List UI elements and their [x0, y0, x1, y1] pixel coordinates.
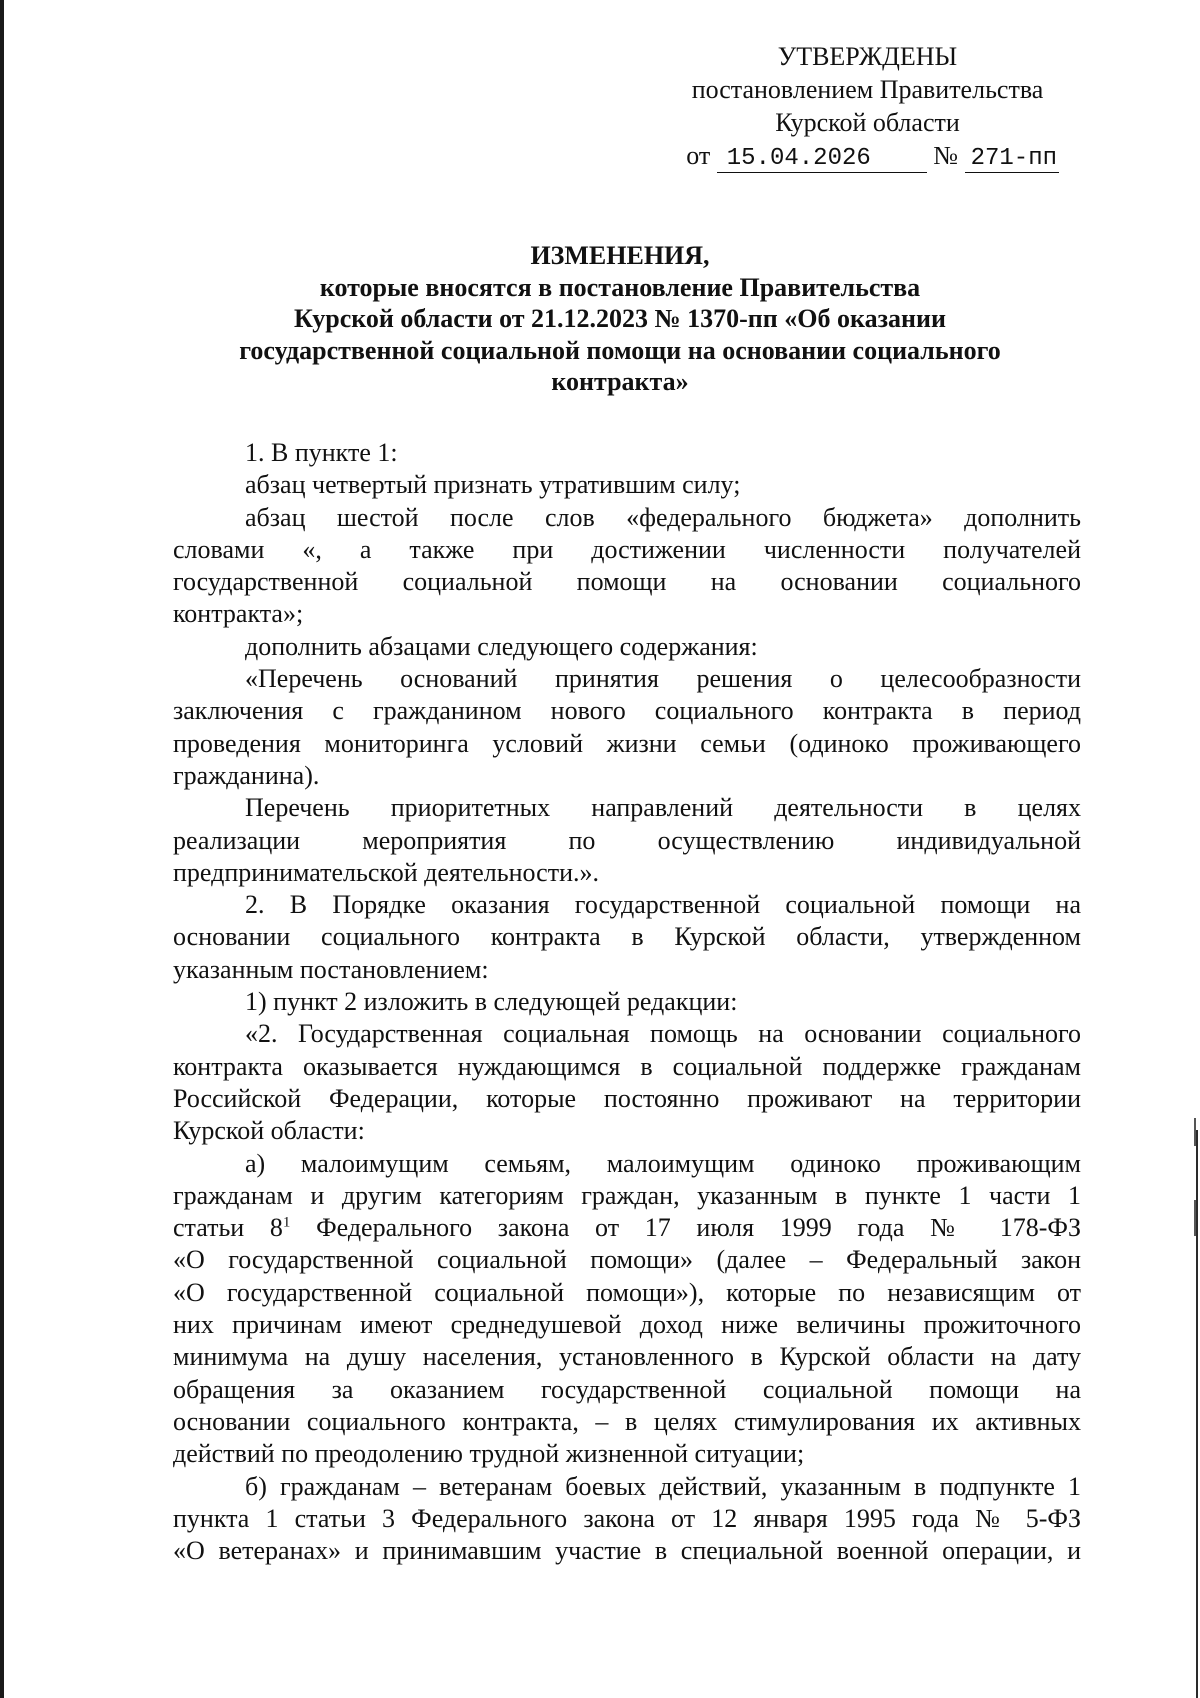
- date-prefix: от: [686, 141, 711, 170]
- body-line: «О ветеранах» и принимавшим участие в специальной военной операции, и: [173, 1536, 1081, 1566]
- body-line: Курской области:: [173, 1116, 365, 1146]
- body-line: проведения мониторинга условий жизни семьи (одиноко проживающего: [173, 728, 1081, 758]
- approval-heading: УТВЕРЖДЕНЫ: [777, 42, 958, 71]
- approval-number: 271-пп: [965, 146, 1059, 173]
- scan-edge-mark: [1194, 1118, 1196, 1146]
- body-line: словами «, а также при достижении численности получателей: [173, 534, 1081, 564]
- body-line: минимума на душу населения, установленного в Курской области на дату: [173, 1342, 1081, 1372]
- body-line: предпринимательской деятельности.».: [173, 857, 599, 887]
- title-line: контракта»: [551, 367, 689, 396]
- body-line: указанным постановлением:: [173, 954, 489, 984]
- scan-left-edge: [0, 0, 4, 1698]
- body-line: основании социального контракта, – в целях стимулирования их активных: [173, 1406, 1081, 1436]
- body-line: них причинам имеют среднедушевой доход ниже величины прожиточного: [173, 1310, 1081, 1340]
- body-line: обращения за оказанием государственной социальной помощи на: [173, 1374, 1081, 1404]
- approval-line: постановлением Правительства: [691, 75, 1044, 104]
- title-heading: ИЗМЕНЕНИЯ,: [530, 241, 710, 270]
- body-line: пункта 1 статьи 3 Федерального закона от 12 января 1995 года № 5-ФЗ: [173, 1503, 1081, 1533]
- body-line: «2. Государственная социальная помощь на основании социального: [245, 1019, 1081, 1049]
- body-line: «О государственной социальной помощи» (далее – Федеральный закон: [173, 1245, 1081, 1275]
- scan-edge-mark: [1194, 1200, 1196, 1236]
- body-line: государственной социальной помощи на основании социального: [173, 567, 1081, 597]
- body-line: основании социального контракта в Курской области, утвержденном: [173, 922, 1081, 952]
- body-line: гражданам и другим категориям граждан, указанным в пункте 1 части 1: [173, 1180, 1081, 1210]
- body-line: 2. В Порядке оказания государственной социальной помощи на: [245, 890, 1081, 920]
- body-line: «О государственной социальной помощи»), которые по независящим от: [173, 1277, 1081, 1307]
- body-text: Федерального закона от 17 июля 1999 года № 178-ФЗ: [290, 1213, 1081, 1243]
- number-prefix: №: [933, 141, 959, 170]
- body-line: а) малоимущим семьям, малоимущим одиноко проживающим: [245, 1148, 1081, 1178]
- title-line: Курской области от 21.12.2023 № 1370-пп «Об оказании: [294, 304, 946, 333]
- body-line: контракта»;: [173, 599, 304, 629]
- body-line: абзац четвертый признать утратившим силу;: [245, 470, 741, 500]
- body-line: «Перечень оснований принятия решения о целесообразности: [245, 664, 1081, 694]
- approval-date-line: [670, 139, 1065, 173]
- body-text: статьи 8: [173, 1213, 283, 1243]
- document-body: [173, 437, 1081, 1567]
- document-title: [190, 240, 1050, 398]
- body-line: 1. В пункте 1:: [245, 438, 398, 467]
- body-line: б) гражданам – ветеранам боевых действий, указанным в подпункте 1: [245, 1471, 1081, 1501]
- body-line: гражданина).: [173, 760, 320, 790]
- body-line: абзац шестой после слов «федерального бюджета» дополнить: [245, 502, 1081, 532]
- body-line: контракта оказывается нуждающимся в социальной поддержке гражданам: [173, 1051, 1081, 1081]
- body-line: действий по преодолению трудной жизненной ситуации;: [173, 1439, 805, 1469]
- superscript: 1: [282, 1214, 291, 1231]
- title-line: государственной социальной помощи на основании социального: [239, 335, 1001, 365]
- title-line: которые вносятся в постановление Правительства: [319, 272, 921, 302]
- approval-date: 15.04.2026: [717, 146, 927, 173]
- approval-stamp: [670, 40, 1065, 173]
- body-line: Российской Федерации, которые постоянно проживают на территории: [173, 1083, 1081, 1113]
- body-line: [173, 1212, 1081, 1244]
- scan-right-edge: [1196, 1130, 1198, 1698]
- approval-line: Курской области: [775, 108, 960, 137]
- body-line: 1) пункт 2 изложить в следующей редакции:: [245, 987, 738, 1017]
- body-line: Перечень приоритетных направлений деятельности в целях: [245, 793, 1081, 823]
- body-line: реализации мероприятия по осуществлению индивидуальной: [173, 825, 1081, 855]
- body-line: заключения с гражданином нового социального контракта в период: [173, 696, 1081, 726]
- body-line: дополнить абзацами следующего содержания:: [245, 631, 758, 661]
